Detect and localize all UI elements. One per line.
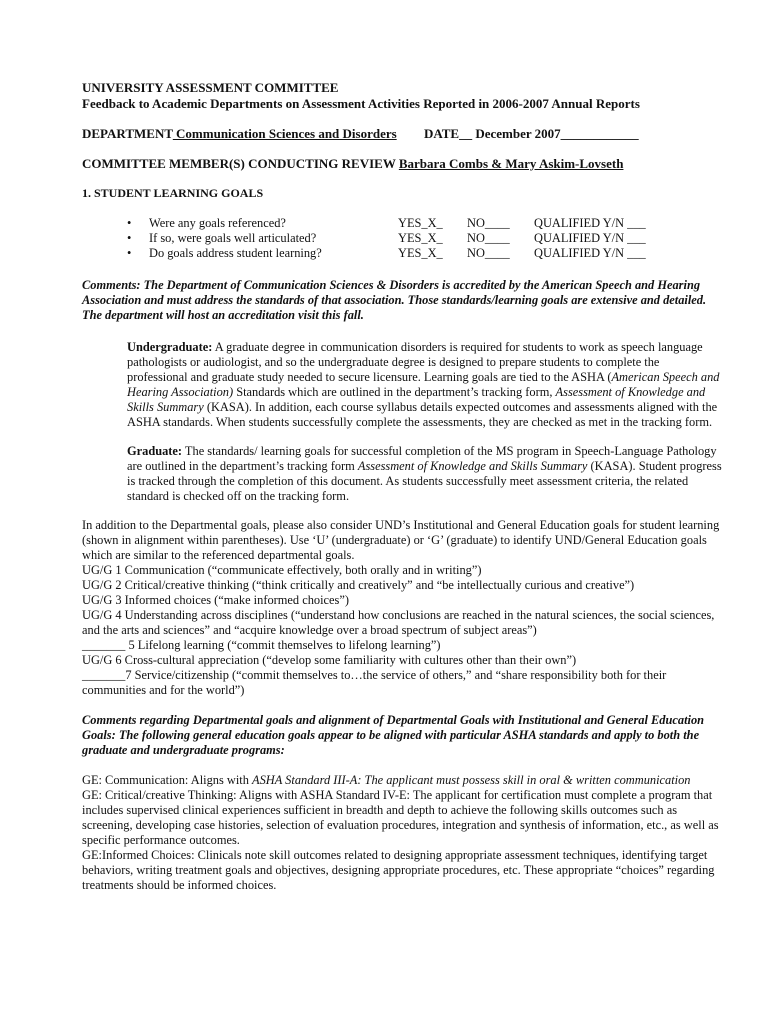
graduate-text-2: (KASA). Student progress is tracked through the completion of this document. As students successfully meet assessment criteria, the related standard is checked off on the tracking form. — [127, 459, 722, 503]
no-answer: NO____ — [467, 231, 510, 245]
date-field — [424, 126, 639, 141]
und-goals-section — [82, 518, 722, 698]
department-value: Communication Sciences and Disorders — [172, 126, 397, 141]
question-text: If so, were goals well articulated? — [149, 231, 317, 245]
yes-answer: YES_X_ — [398, 231, 443, 245]
yes-answer: YES_X_ — [398, 216, 443, 230]
goal-question-row — [82, 231, 722, 246]
ge-alignment-section — [82, 773, 722, 893]
members-value: Barbara Combs & Mary Askim-Lovseth — [398, 156, 624, 171]
no-answer: NO____ — [467, 216, 510, 230]
question-text: Do goals address student learning? — [149, 246, 322, 260]
undergraduate-text-3: (KASA). In addition, each course syllabus details expected outcomes and assessments aligned with the ASHA standards. When students successfully complete the assessments, they are checked as met in the tracking form. — [127, 400, 718, 429]
committee-heading: UNIVERSITY ASSESSMENT COMMITTEE — [82, 80, 339, 95]
department-row — [82, 126, 722, 142]
section-title-student-learning-goals: 1. STUDENT LEARNING GOALS — [82, 186, 264, 200]
und-goal-item: UG/G 3 Informed choices (“make informed choices”) — [82, 593, 349, 607]
graduate-paragraph — [127, 444, 722, 504]
department-label: DEPARTMENT — [82, 126, 173, 141]
ge-critical-thinking: GE: Critical/creative Thinking: Aligns with ASHA Standard IV-E: The applicant for certification must complete a program that includes supervised clinical experiences sufficient in breadth and depth to achieve the following skills outcomes such as screening, developing case histories, selection of evaluation procedures, integration and synthesis of information, etc., as well as specific performance outcomes. — [82, 788, 719, 847]
members-label: COMMITTEE MEMBER(S) CONDUCTING REVIEW — [82, 156, 399, 171]
bullet-icon: • — [127, 216, 132, 230]
undergraduate-text-2: Standards which are outlined in the department’s tracking form, — [233, 385, 556, 399]
und-goal-item: UG/G 2 Critical/creative thinking (“think critically and creatively” and “be intellectually curious and creative”) — [82, 578, 635, 592]
goal-question-row — [82, 246, 722, 261]
committee-members-row — [82, 156, 722, 172]
goal-question-row — [82, 216, 722, 231]
qualified-answer: QUALIFIED Y/N ___ — [534, 246, 646, 260]
date-value: __ December 2007____________ — [459, 126, 639, 141]
no-answer: NO____ — [467, 246, 510, 260]
bullet-icon: • — [127, 246, 132, 260]
question-text: Were any goals referenced? — [149, 216, 286, 230]
graduate-text-1: The standards/ learning goals for successful completion of the MS program in Speech-Language Pathology are outlined in the department’s tracking form — [127, 444, 717, 473]
document-subtitle: Feedback to Academic Departments on Assessment Activities Reported in 2006-2007 Annual Reports — [82, 96, 640, 111]
ge-communication-label: GE: Communication: Aligns with — [82, 773, 253, 787]
undergraduate-label: Undergraduate: — [127, 340, 213, 354]
qualified-answer: QUALIFIED Y/N ___ — [534, 216, 646, 230]
ge-communication-standard: ASHA Standard III-A: The applicant must possess skill in oral & written communication — [252, 773, 691, 787]
und-goal-item: UG/G 4 Understanding across disciplines (“understand how conclusions are reached in the natural sciences, the social sciences, and the arts and sciences” and “acquire knowledge over a broad spectrum of subject areas”) — [82, 608, 715, 637]
und-goal-item: UG/G 1 Communication (“communicate effectively, both orally and in writing”) — [82, 563, 482, 577]
graduate-label: Graduate: — [127, 444, 183, 458]
date-label: DATE — [423, 126, 460, 141]
ge-informed-choices: GE:Informed Choices: Clinicals note skill outcomes related to designing appropriate assessment techniques, identifying target behaviors, writing treatment goals and objectives, designing appropriate procedures, etc. These appropriate “choices” regarding treatments should be informed choices. — [82, 848, 715, 892]
undergraduate-italic-1: American Speech and Hearing Association) — [127, 370, 720, 399]
undergraduate-paragraph — [127, 340, 722, 430]
graduate-italic-1: Assessment of Knowledge and Skills Summary — [357, 459, 588, 473]
und-goal-item: _______7 Service/citizenship (“commit themselves to…the service of others,” and “share responsibility both for their communities and for the world”) — [82, 668, 667, 697]
undergraduate-italic-2: Assessment of Knowledge and Skills Summary — [127, 385, 706, 414]
und-goal-item: UG/G 6 Cross-cultural appreciation (“develop some familiarity with cultures other than their own”) — [82, 653, 577, 667]
alignment-comments: Comments regarding Departmental goals and alignment of Departmental Goals with Institutional and General Education Goals: The following general education goals appear to be aligned with particular ASHA standards and apply to both the graduate and undergraduate programs: — [82, 713, 705, 757]
undergraduate-text-1: A graduate degree in communication disorders is required for students to work as speech language pathologists or audiologist, and so the undergraduate degree is designed to prepare students to complete the professional and graduate study needed to secure licensure. Learning goals are tied to the ASHA ( — [127, 340, 703, 384]
accreditation-comments: Comments: The Department of Communication Sciences & Disorders is accredited by the American Speech and Hearing Association and must address the standards of that association. Those standards/learning goals are extensive and detailed. The department will host an accreditation visit this fall. — [82, 278, 707, 322]
qualified-answer: QUALIFIED Y/N ___ — [534, 231, 646, 245]
document-page — [82, 80, 722, 893]
bullet-icon: • — [127, 231, 132, 245]
und-goals-intro: In addition to the Departmental goals, please also consider UND’s Institutional and General Education goals for student learning (shown in alignment within parentheses). Use ‘U’ (undergraduate) or ‘G’ (graduate) to identify UND/General Education goals which are similar to the referenced departmental goals. — [82, 518, 720, 562]
und-goal-item: _______ 5 Lifelong learning (“commit themselves to lifelong learning”) — [82, 638, 441, 652]
yes-answer: YES_X_ — [398, 246, 443, 260]
goal-questions-list — [82, 216, 722, 261]
ge-communication — [82, 773, 722, 788]
